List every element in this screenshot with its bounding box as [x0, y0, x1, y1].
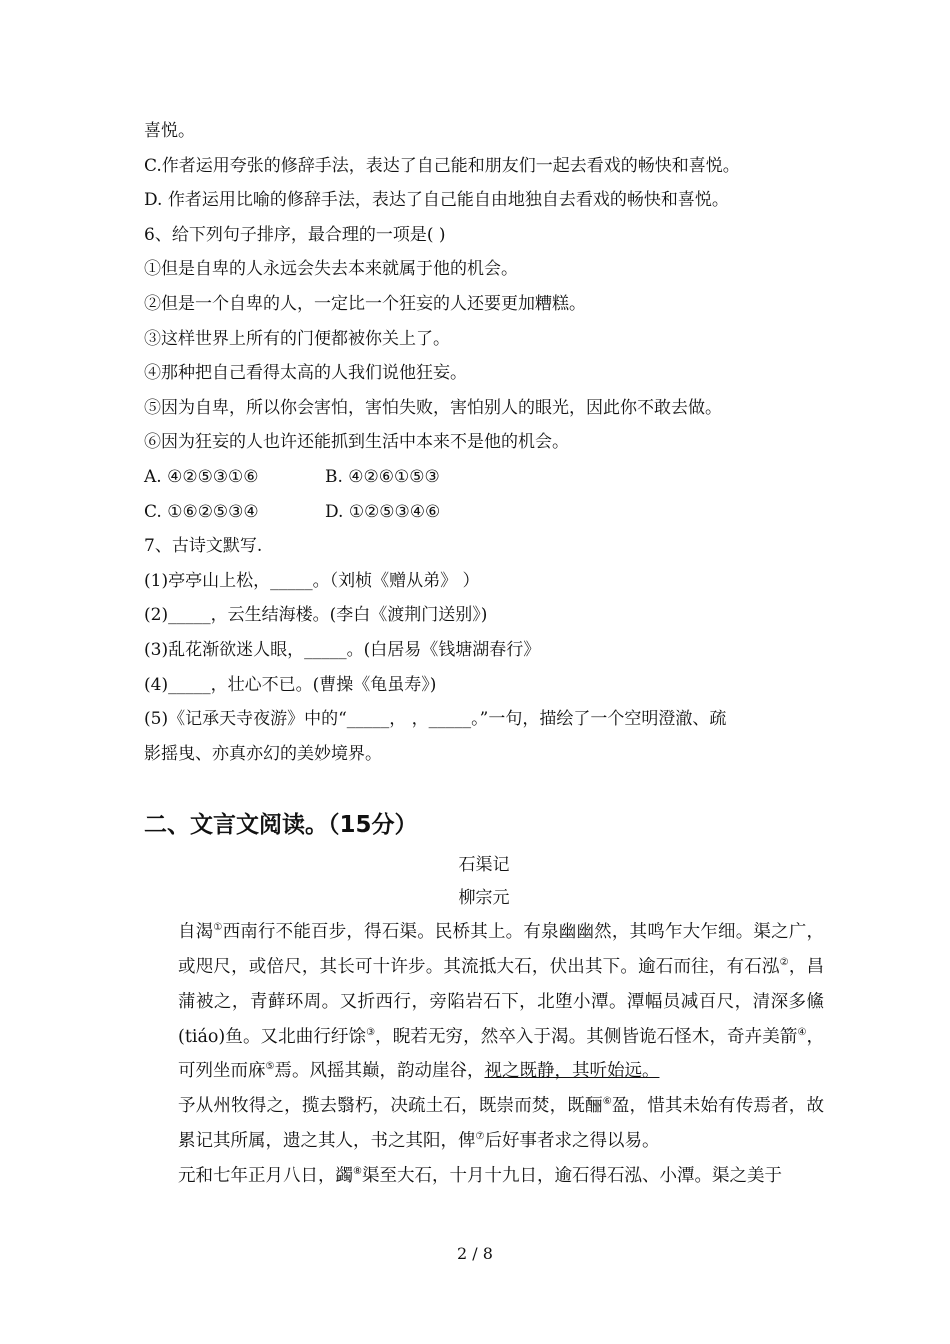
footnote-mark-4: ④	[797, 1026, 807, 1038]
q6-options-row-2	[144, 495, 824, 530]
q7-item-4: (4)_____，壮心不已。(曹操《龟虽寿》)	[144, 674, 437, 695]
footnote-mark-1: ①	[213, 922, 223, 934]
footnote-mark-7: ⑦	[475, 1131, 485, 1143]
page-content	[144, 114, 824, 1194]
q6-option-a: A. ④②⑤③①⑥	[144, 466, 259, 487]
q7-item-3: (3)乱花渐欲迷人眼，_____。(白居易《钱塘湖春行》	[144, 639, 541, 660]
q6-sentence-6: ⑥因为狂妄的人也许还能抓到生活中本来不是他的机会。	[144, 432, 569, 453]
paragraph-1: 自渴①西南行不能百步，得石渠。民桥其上。有泉幽幽然，其鸣乍大乍细。渠之广，或咫尺，或倍尺，其长可十许步。其流抵大石，伏出其下。逾石而往，有石泓②，昌蒲被之，青藓环周。又折西行，旁陷岩石下，北堕小潭。潭幅员减百尺，清深多鯈(tiáo)鱼。又北曲行纡馀③，睨若无穷，然卒入于渴。其侧皆诡石怪木，奇卉美箭④，可列坐而庥⑤焉。风摇其巅，韵动崖谷，视之既静，其听始远。	[178, 922, 825, 1082]
q6-option-d: D. ①②⑤③④⑥	[325, 501, 441, 522]
footnote-mark-2: ②	[779, 957, 789, 969]
q6-option-c: C. ①⑥②⑤③④	[144, 501, 259, 522]
footnote-mark-6: ⑥	[602, 1096, 612, 1108]
page-indicator: 2 / 8	[457, 1244, 493, 1263]
q6-sentence-1: ①但是自卑的人永远会失去本来就属于他的机会。	[144, 259, 518, 280]
section-title: 二、文言文阅读。（15分）	[144, 812, 418, 839]
footnote-mark-3: ③	[366, 1026, 376, 1038]
q6-sentence-5: ⑤因为自卑，所以你会害怕，害怕失败，害怕别人的眼光，因此你不敢去做。	[144, 397, 722, 418]
footnote-mark-5: ⑤	[265, 1061, 275, 1073]
q6-sentence-2: ②但是一个自卑的人，一定比一个狂妄的人还要更加糟糕。	[144, 293, 586, 314]
q6-sentence-3: ③这样世界上所有的门便都被你关上了。	[144, 328, 450, 349]
q5-option-c: C.作者运用夸张的修辞手法，表达了自己能和朋友们一起去看戏的畅快和喜悦。	[144, 155, 740, 176]
q7-stem: 7、古诗文默写.	[144, 536, 263, 557]
q5-tail: 喜悦。	[144, 121, 195, 141]
footnote-mark-8: ⑧	[353, 1166, 362, 1178]
text-author: 柳宗元	[458, 888, 510, 909]
q6-stem: 6、给下列句子排序，最合理的一项是( )	[144, 224, 446, 245]
q7-item-5-line-2: 影摇曳、亦真亦幻的美妙境界。	[144, 743, 382, 764]
q7-item-2: (2)_____，云生结海楼。(李白《渡荆门送别》)	[144, 605, 488, 626]
text-title: 石渠记	[458, 855, 510, 876]
q6-option-b: B. ④②⑥①⑤③	[325, 466, 440, 487]
classical-text	[144, 915, 824, 1193]
q7-item-1: (1)亭亭山上松，_____。（刘桢《赠从弟》 ）	[144, 570, 480, 591]
paragraph-2: 予从州牧得之，揽去翳朽，决疏土石，既崇而焚，既酾⑥盈，惜其未始有传焉者，故累记其所属，遗之其人，书之其阳，俾⑦后好事者求之得以易。	[178, 1096, 825, 1152]
q6-options-row-1	[144, 460, 824, 495]
paragraph-3: 元和七年正月八日，蠲⑧渠至大石，十月十九日，逾石得石泓、小潭。渠之美于	[178, 1165, 782, 1186]
q5-option-d: D. 作者运用比喻的修辞手法，表达了自己能自由地独自去看戏的畅快和喜悦。	[144, 190, 729, 211]
underlined-sentence: 视之既静，其听始远。	[484, 1061, 660, 1082]
q7-item-5-line-1: (5)《记承天寺夜游》中的“_____， ，_____。”一句，描绘了一个空明澄澈、疏	[144, 709, 727, 730]
q6-sentence-4: ④那种把自己看得太高的人我们说他狂妄。	[144, 363, 467, 384]
